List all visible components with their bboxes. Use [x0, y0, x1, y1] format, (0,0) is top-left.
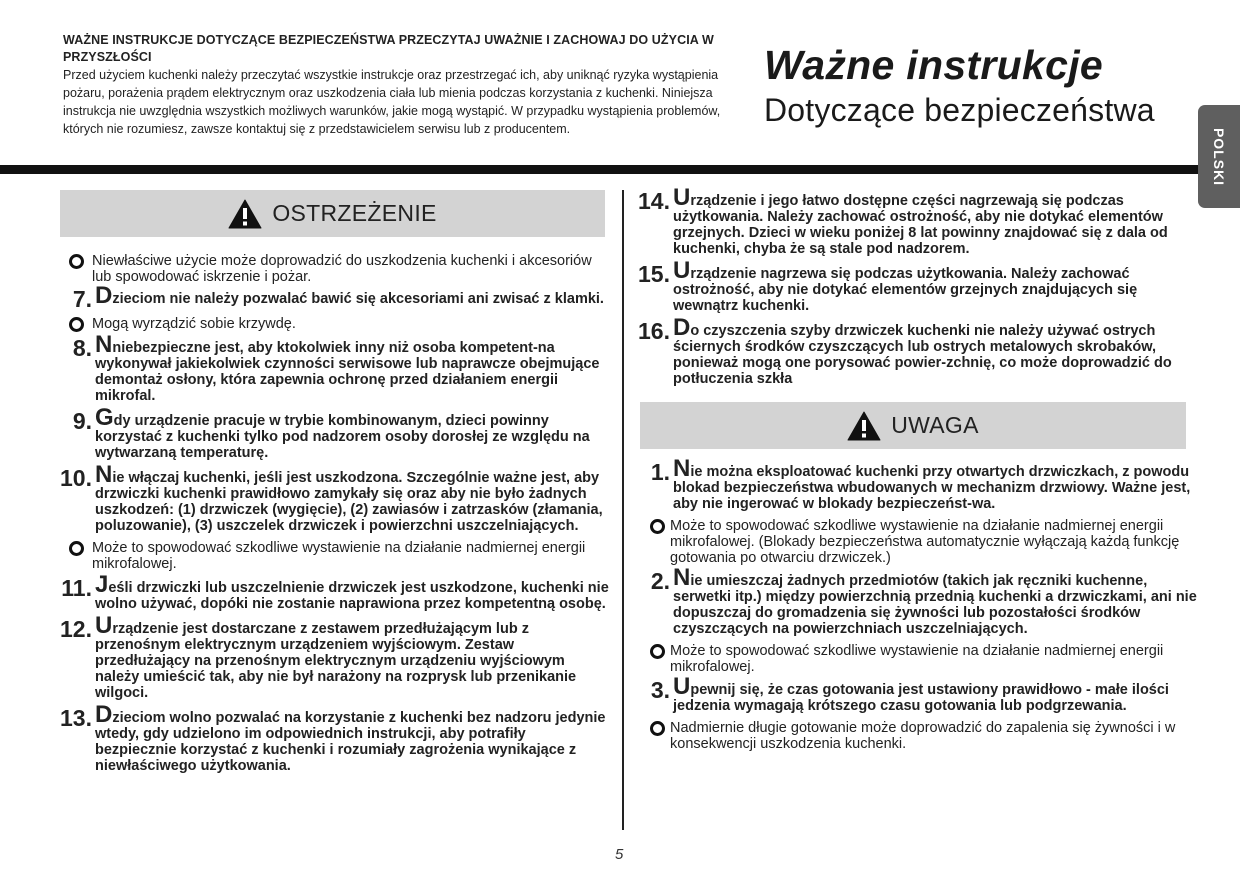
list-item: Może to spowodować szkodliwe wystawienie na działanie nadmiernej energii mikrofalowej. — [69, 540, 610, 572]
list-item: 1. Nie można eksploatować kuchenki przy otwartych drzwiczkach, z powodu blokad bezpieczeństwa wbudowanych w mechanizm drzwiowy. Ważne jest, aby nie ingerować w blokady bezpieczeńst-wa. — [650, 455, 1191, 512]
list-item: 14. Urządzenie i jego łatwo dostępne części nagrzewają się podczas użytkowania. Należy zachować ostrożność, aby nie dotykać elementów grzejnych. Dzieci w wieku poniżej 8 lat powinny znajdować się z dala od kuchenki, chyba że są stale pod nadzorem. — [638, 184, 1168, 257]
circle-bullet-icon — [69, 254, 84, 269]
list-item: 2. Nie umieszczaj żadnych przedmiotów (takich jak ręczniki kuchenne, serwetki itp.) między powierzchnią przednią kuchenki a drzwiczkami, ani nie dopuszczaj do gromadzenia się żywności lub pozostałości środków czyszczących na powierzchniach uszczelniających. — [650, 564, 1197, 637]
list-item: Może to spowodować szkodliwe wystawienie na działanie nadmiernej energii mikrofalowej. (Blokady bezpieczeństwa automatycznie wyłączają każdą funkcję gotowania po otwarciu drzwiczek.) — [650, 518, 1200, 566]
left-column — [50, 190, 610, 774]
list-item: 11. Jeśli drzwiczki lub uszczelnienie drzwiczek jest uszkodzone, kuchenki nie wolno używać, dopóki nie zostanie naprawiona przez kompetentną osobę. — [61, 571, 609, 612]
circle-bullet-icon — [650, 644, 665, 659]
list-item: Niewłaściwe użycie może doprowadzić do uszkodzenia kuchenki i akcesoriów lub spowodować iskrzenie i pożar. — [69, 253, 610, 285]
list-item: 9. Gdy urządzenie pracuje w trybie kombinowanym, dzieci powinny korzystać z kuchenki tylko pod nadzorem osoby dorosłej ze względu na wytwarzaną temperaturę. — [72, 404, 590, 461]
list-item: 10. Nie włączaj kuchenki, jeśli jest uszkodzona. Szczególnie ważne jest, aby drzwiczki kuchenki prawidłowo zamykały się oraz aby nie było żadnych uszkodzeń: (1) drzwiczek (wygięcie), (2) zawiasów i zatrzasków (złamania, poluzowanie), (3) uszczelek drzwiczek i powierzchni uszczelniających. — [60, 461, 603, 534]
column-divider — [622, 190, 624, 830]
list-item: 8. Nniebezpieczne jest, aby ktokolwiek inny niż osoba kompetent-na wykonywał jakiekolwiek czynności serwisowe lub naprawcze obejmujące demontaż osłony, która zapewnia ochronę przed działaniem energii mikrofal. — [72, 331, 600, 404]
language-tab-label: POLSKI — [1211, 127, 1227, 186]
list-item: Mogą wyrządzić sobie krzywdę. — [69, 316, 610, 332]
warning-label: OSTRZEŻENIE — [272, 200, 437, 226]
circle-bullet-icon — [69, 317, 84, 332]
header-rule — [0, 165, 1200, 174]
list-item: 15. Urządzenie nagrzewa się podczas użytkowania. Należy zachować ostrożność, aby nie dotykać elementów grzejnych znajdujących się wewnątrz kuchenki. — [638, 257, 1138, 314]
circle-bullet-icon — [69, 541, 84, 556]
warning-triangle-icon — [847, 411, 881, 441]
circle-bullet-icon — [650, 519, 665, 534]
circle-bullet-icon — [650, 721, 665, 736]
list-item: 16. Do czyszczenia szyby drzwiczek kuchenki nie należy używać ostrych ściernych środków czyszczących lub ostrych metalowych skrobaków, ponieważ mogą one porysować powier-zchnię, co może doprowadzić do potłuczenia szkła — [638, 314, 1172, 387]
page-title: Ważne instrukcje — [764, 42, 1103, 88]
list-item: 13. Dzieciom wolno pozwalać na korzystanie z kuchenki bez nadzoru jedynie wtedy, gdy udzielono im odpowiednich instrukcji, aby potrafiły bezpiecznie korzystać z kuchenki i rozumiały zagrożenia wynikające z niewłaściwego użytkowania. — [60, 701, 606, 774]
warning-box — [60, 190, 605, 237]
caution-box — [640, 402, 1186, 449]
caution-label: UWAGA — [891, 412, 979, 438]
list-item: 3. Upewnij się, że czas gotowania jest ustawiony prawidłowo - małe ilości jedzenia wymagają krótszego czasu gotowania lub podgrzewania. — [650, 673, 1169, 714]
list-item: Może to spowodować szkodliwe wystawienie na działanie nadmiernej energii mikrofalowej. — [650, 643, 1200, 675]
list-item: Nadmiernie długie gotowanie może doprowadzić do zapalenia się żywności i w konsekwencji uszkodzenia kuchenki. — [650, 720, 1200, 752]
right-column — [625, 184, 1200, 752]
intro-heading: WAŻNE INSTRUKCJE DOTYCZĄCE BEZPIECZEŃSTWA PRZECZYTAJ UWAŻNIE I ZACHOWAJ DO UŻYCIA W PRZYSZŁOŚCI — [63, 33, 714, 64]
list-item: 12. Urządzenie jest dostarczane z zestawem przedłużającym lub z przenośnym elektrycznym urządzeniem wyjściowym. Zestaw przedłużający na przenośnym elektrycznym urządzeniu wyjściowym należy umieścić tak, aby nie był narażony na rozprysk lub przenikanie wilgoci. — [60, 612, 577, 701]
intro-body: Przed użyciem kuchenki należy przeczytać wszystkie instrukcje oraz przestrzegać ich, aby uniknąć ryzyka wystąpienia pożaru, porażenia prądem elektrycznym oraz uszkodzenia ciała lub mienia podczas korzystania z kuchenki. Niniejsza instrukcja nie uwzględnia wszystkich możliwych warunków, jakie mogą wystąpić. W przypadku wystąpienia problemów, których nie rozumiesz, zawsze kontaktuj się z przedstawicielem serwisu lub z producentem. — [63, 68, 721, 136]
language-tab — [1198, 105, 1240, 208]
list-item: 7. Dzieciom nie należy pozwalać bawić się akcesoriami ani zwisać z klamki. — [72, 282, 604, 312]
page-number: 5 — [615, 846, 624, 863]
page-subtitle: Dotyczące bezpieczeństwa — [764, 92, 1155, 128]
warning-triangle-icon — [228, 199, 262, 229]
intro-block — [63, 32, 743, 138]
